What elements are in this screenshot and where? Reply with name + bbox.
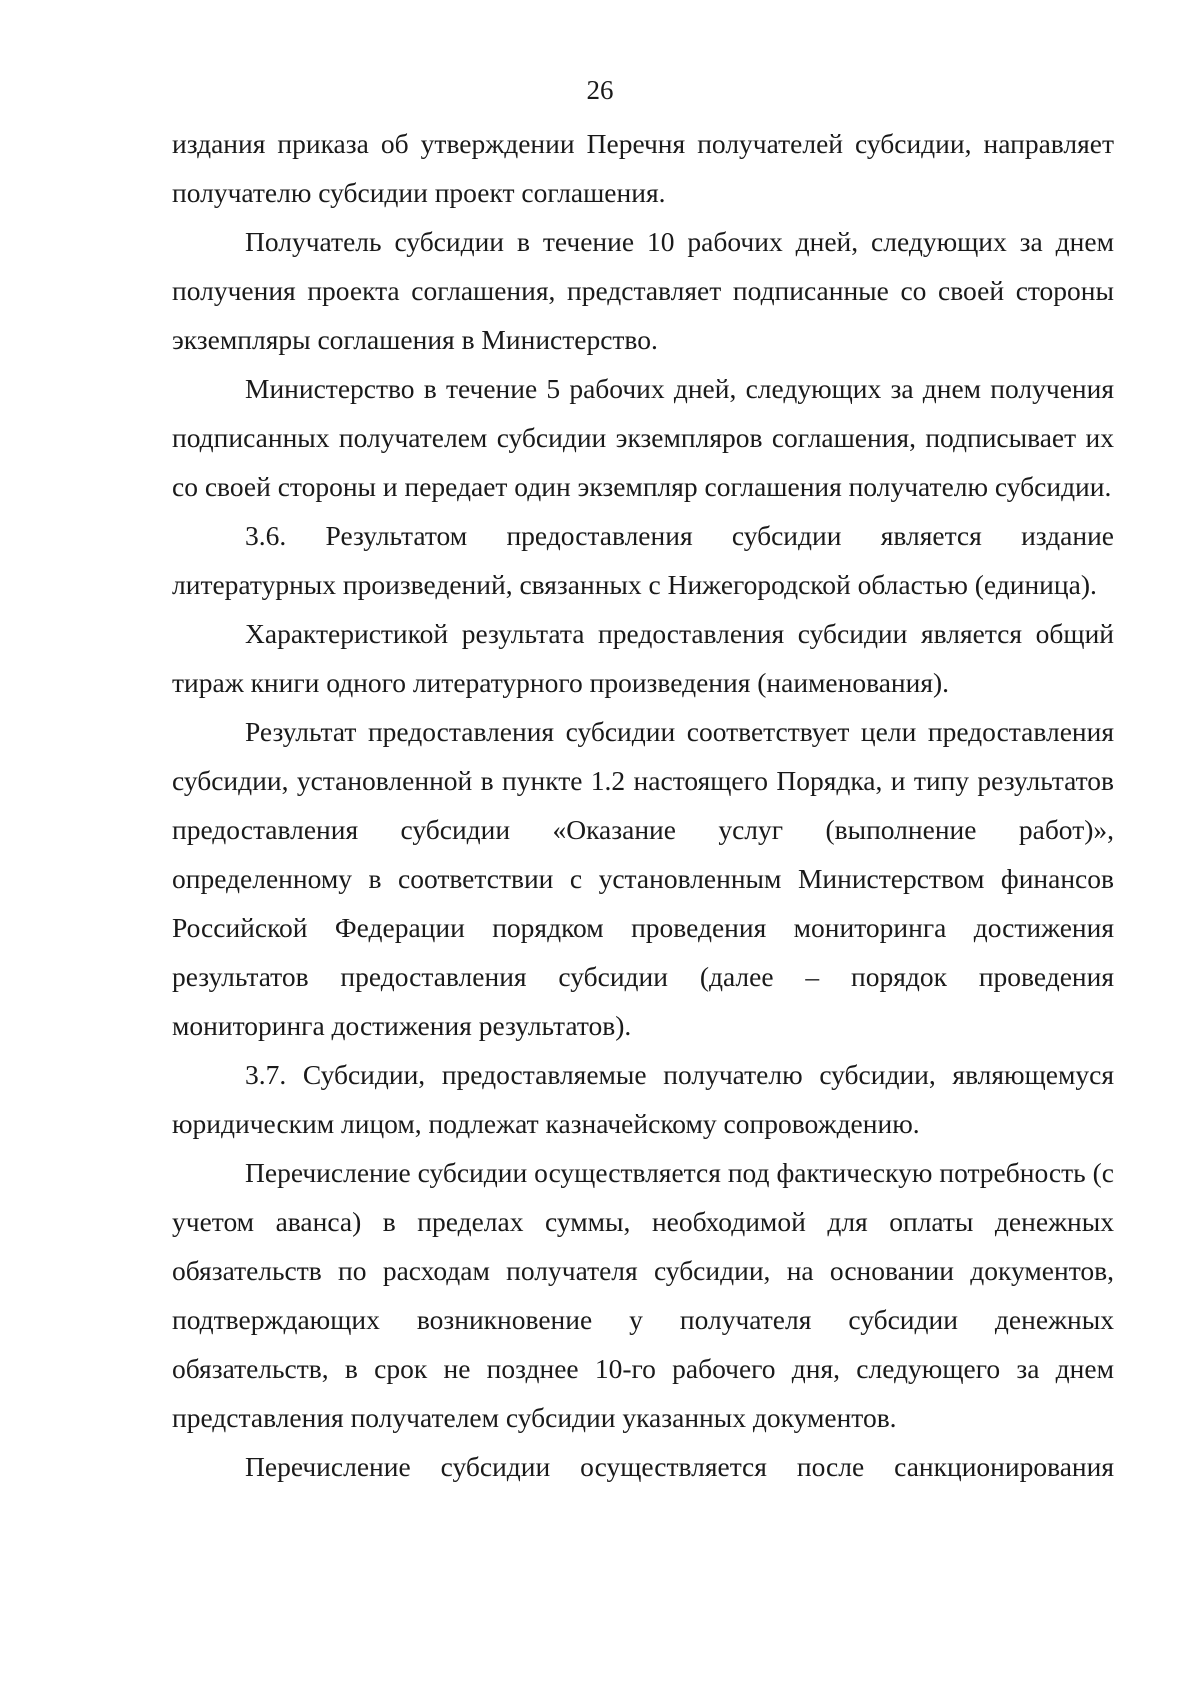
paragraph-6: Результат предоставления субсидии соответствует цели предоставления субсидии, установленной в пункте 1.2 настоящего Порядка, и типу результатов предоставления субсидии «Оказание услуг (выполнение работ)», определенному в соответствии с установленным Министерством финансов Российской Федерации порядком проведения мониторинга достижения результатов предоставления субсидии (далее – порядок проведения мониторинга достижения результатов). (172, 716, 1114, 1041)
paragraph-8: Перечисление субсидии осуществляется под фактическую потребность (с учетом аванса) в пределах суммы, необходимой для оплаты денежных обязательств по расходам получателя субсидии, на основании документов, подтверждающих возникновение у получателя субсидии денежных обязательств, в срок не позднее 10-го рабочего дня, следующего за днем представления получателем субсидии указанных документов. (172, 1157, 1114, 1433)
paragraph-5: Характеристикой результата предоставления субсидии является общий тираж книги одного литературного произведения (наименования). (172, 618, 1114, 698)
paragraph-7: 3.7. Субсидии, предоставляемые получателю субсидии, являющемуся юридическим лицом, подлежат казначейскому сопровождению. (172, 1059, 1114, 1139)
paragraph-4: 3.6. Результатом предоставления субсидии является издание литературных произведений, связанных с Нижегородской областью (единица). (172, 520, 1114, 600)
paragraph-1: издания приказа об утверждении Перечня получателей субсидии, направляет получателю субсидии проект соглашения. (172, 128, 1114, 208)
paragraph-2: Получатель субсидии в течение 10 рабочих дней, следующих за днем получения проекта соглашения, представляет подписанные со своей стороны экземпляры соглашения в Министерство. (172, 226, 1114, 355)
paragraph-9: Перечисление субсидии осуществляется после санкционирования (245, 1451, 1114, 1482)
document-body (172, 119, 1114, 1491)
paragraph-3: Министерство в течение 5 рабочих дней, следующих за днем получения подписанных получателем субсидии экземпляров соглашения, подписывает их со своей стороны и передает один экземпляр соглашения получателю субсидии. (172, 373, 1114, 502)
page-number: 26 (586, 75, 614, 105)
